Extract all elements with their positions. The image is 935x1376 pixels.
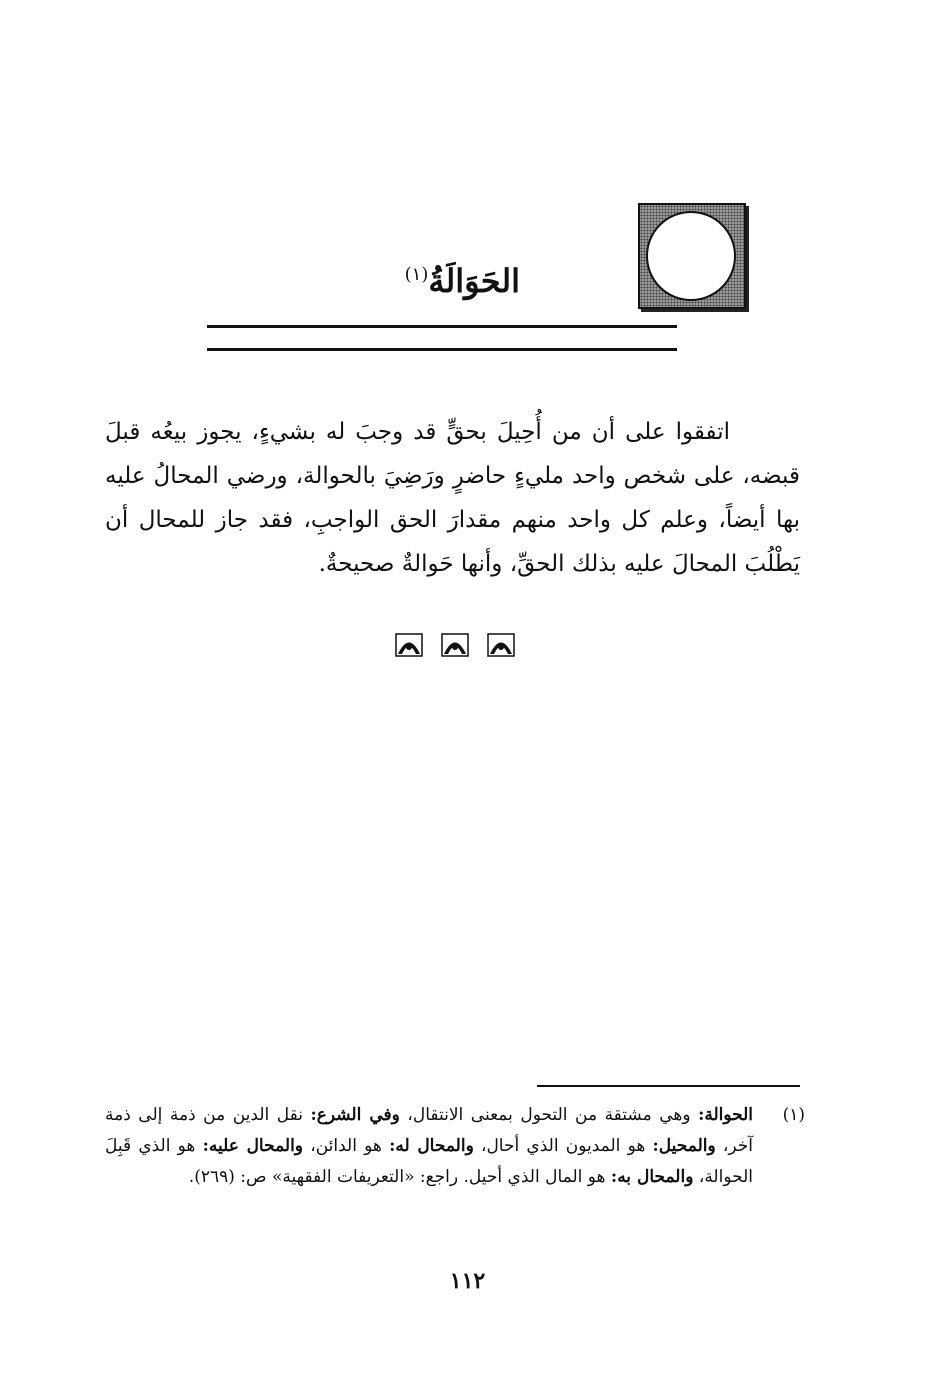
footnote-text: وهي مشتقة من التحول بمعنى الانتقال،	[399, 1105, 699, 1125]
footnote-text: هو الدائن،	[303, 1136, 390, 1156]
section-ornaments	[395, 630, 515, 660]
footnote-term: والمحال به:	[610, 1167, 694, 1187]
footnote-term: والمحال عليه:	[202, 1136, 304, 1156]
page-number: ١١٢	[449, 1268, 486, 1294]
chapter-title	[300, 250, 520, 300]
title-footnote-marker: (١)	[404, 264, 429, 285]
ornament-icon	[441, 633, 469, 657]
footnote-reference: راجع: «التعريفات الفقهية» ص: (٢٦٩).	[188, 1167, 459, 1187]
footnote-text: نقل الدين من ذمة إلى ذمة آخر،	[105, 1105, 753, 1156]
footnote-body	[105, 1100, 753, 1193]
chapter-title-text: الحَوَالَةُ	[428, 262, 520, 300]
body-text	[105, 410, 800, 586]
title-rule-bottom	[207, 348, 677, 351]
footnote-text: هو المديون الذي أحال،	[473, 1136, 653, 1156]
footnote-separator	[537, 1085, 800, 1087]
chapter-emblem	[638, 203, 746, 309]
footnote-text: هو المال الذي أحيل.	[458, 1167, 611, 1187]
body-paragraph: اتفقوا على أن من أُحِيلَ بحقٍّ قد وجبَ له بشيءٍ، يجوز بيعُه قبلَ قبضه، على شخص واحد مليءٍ حاضرٍ ورَضِيَ بالحوالة، ورضي المحالُ عليه بها أيضاً، وعلم كل واحد منهم مقدارَ الحق الواجبِ، فقد جاز للمحال أن يَطْلُبَ المحالَ عليه بذلك الحقِّ، وأنها حَوالةٌ صحيحةٌ.	[105, 419, 800, 577]
ornament-icon	[487, 633, 515, 657]
emblem-circle	[646, 211, 736, 301]
title-rule-top	[207, 325, 677, 328]
ornament-icon	[395, 633, 423, 657]
footnote-number: (١)	[782, 1105, 805, 1125]
footnote-term: الحوالة:	[698, 1105, 754, 1125]
footnote-term: وفي الشرع:	[310, 1105, 400, 1125]
footnote-term: والمحيل:	[652, 1136, 716, 1156]
footnote-term: والمحال له:	[389, 1136, 474, 1156]
footnote-text: هو الذي قَبِلَ الحوالة،	[105, 1136, 753, 1187]
footnote	[105, 1100, 805, 1193]
